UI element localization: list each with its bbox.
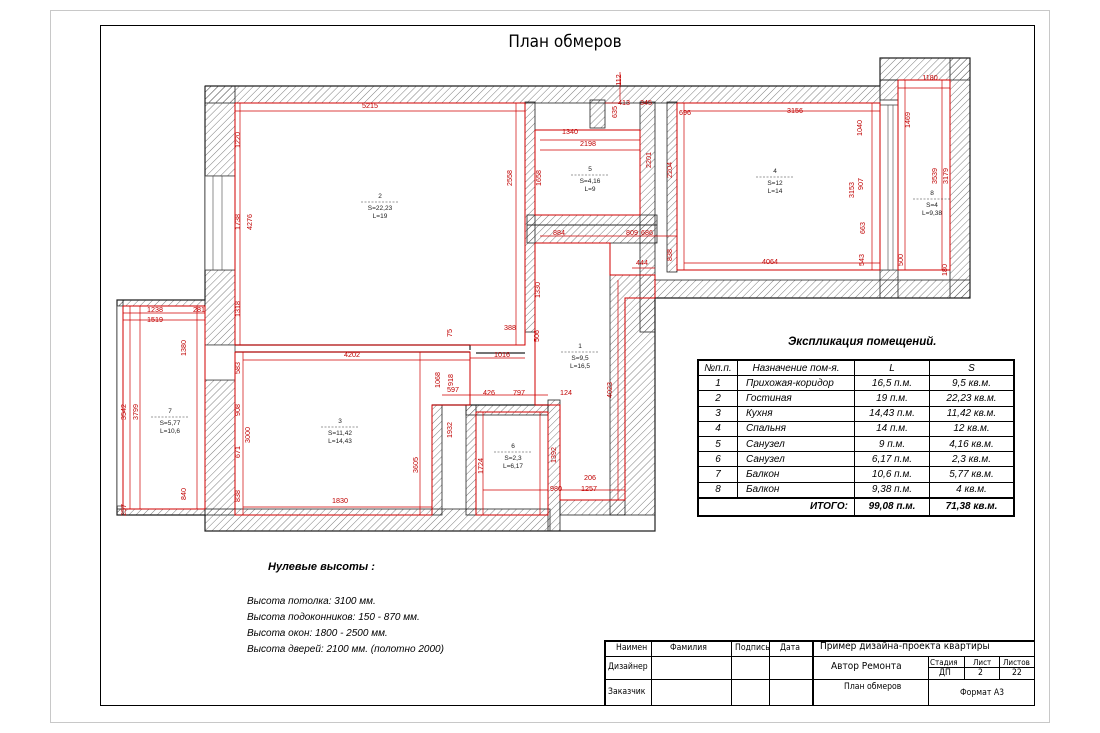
stamp-stage-label: Стадия (930, 658, 958, 667)
dimension-label: 4202 (344, 350, 360, 359)
room-perimeter: L=14,43 (328, 438, 352, 445)
dimension-label: 1392 (549, 447, 558, 463)
dimension-label: 1220 (233, 132, 242, 148)
dimension-label: 918 (446, 374, 455, 386)
dimension-label: 1519 (147, 315, 163, 324)
stamp-author: Автор Ремонта (831, 661, 902, 672)
dimension-label: 413 (618, 98, 630, 107)
row-S: 11,42 кв.м. (930, 406, 1015, 421)
explication-row (698, 421, 1014, 436)
room-perimeter: L=14 (767, 188, 783, 195)
row-name: Санузел (738, 436, 855, 451)
dimension-label: 4023 (605, 382, 614, 398)
room-perimeter: L=6,17 (502, 463, 524, 470)
dimension-label: 2198 (580, 139, 596, 148)
explication-row (698, 482, 1014, 498)
dimension-label: 1658 (534, 170, 543, 186)
dimension-label: 180 (940, 264, 949, 276)
dimension-label: 4276 (245, 214, 254, 230)
room-perimeter: L=9,38 (921, 210, 943, 217)
stamp-stage: ДП (939, 668, 951, 678)
zero-heights-line: Высота дверей: 2100 мм. (полотно 2000) (247, 644, 444, 655)
wall-segment (205, 380, 235, 515)
dimension-label: 3000 (243, 427, 252, 443)
room-perimeter: L=19 (372, 213, 388, 220)
room-area: S=5,77 (159, 420, 181, 427)
stamp-sheets: 22 (1012, 668, 1022, 678)
window-opening (205, 176, 235, 270)
dimension-label: 543 (857, 254, 866, 266)
row-name: Прихожая-коридор (738, 376, 855, 391)
row-num: 3 (698, 406, 738, 421)
wall-segment (205, 86, 235, 176)
dimension-label: 388 (504, 323, 516, 332)
row-num: 7 (698, 467, 738, 482)
row-L: 9,38 п.м. (855, 482, 930, 498)
row-name: Кухня (738, 406, 855, 421)
dimension-label: 597 (447, 385, 459, 394)
row-name: Гостиная (738, 391, 855, 406)
dimension-label: 1040 (855, 120, 864, 136)
stamp-sheets-label: Листов (1003, 658, 1030, 667)
dimension-label: 1469 (903, 112, 912, 128)
room-number: 6 (511, 443, 515, 450)
row-num: 2 (698, 391, 738, 406)
wall-segment (880, 80, 898, 100)
total-L: 99,08 п.м. (855, 498, 930, 516)
stamp-sheet: 2 (978, 668, 983, 678)
stamp-col-sign: Подпись (735, 643, 770, 653)
dimension-label: 1830 (332, 496, 348, 505)
room-area: S=12 (767, 180, 783, 187)
room-number: 7 (168, 408, 172, 415)
drawing-title: План обмеров (508, 32, 622, 52)
row-L: 16,5 п.м. (855, 376, 930, 391)
stamp-format: Формат А3 (960, 688, 1005, 698)
dimension-label: 112 (614, 74, 623, 86)
explication-title: Экспликация помещений. (788, 336, 937, 348)
room-number: 4 (773, 168, 777, 175)
dimension-label: 426 (483, 388, 495, 397)
dimension-label: 1330 (533, 282, 542, 298)
zero-heights-line: Высота потолка: 3100 мм. (247, 596, 376, 607)
dimension-label: 1340 (562, 127, 578, 136)
dimension-label: 444 (636, 258, 648, 267)
dimension-label: 1724 (476, 458, 485, 474)
stamp-row-customer: Заказчик (608, 687, 646, 697)
dimension-label: 3539 (930, 168, 939, 184)
dimension-label: 345 (640, 98, 652, 107)
dimension-label: 884 (553, 228, 565, 237)
row-S: 22,23 кв.м. (930, 391, 1015, 406)
room-area: S=4 (926, 202, 938, 209)
wall-segment (117, 509, 205, 515)
row-S: 2,3 кв.м. (930, 452, 1015, 467)
dimension-label: 1238 (147, 305, 163, 314)
row-name: Балкон (738, 482, 855, 498)
row-S: 12 кв.м. (930, 421, 1015, 436)
room-area: S=4,16 (579, 178, 601, 185)
header-name: Назначение пом-я. (738, 360, 855, 376)
row-num: 1 (698, 376, 738, 391)
row-L: 6,17 п.м. (855, 452, 930, 467)
dimension-label: 2201 (644, 152, 653, 168)
room-area: S=9,5 (571, 355, 589, 362)
room-perimeter: L=10,6 (159, 428, 181, 435)
row-S: 4 кв.м. (930, 482, 1015, 498)
dimension-label: 1068 (433, 372, 442, 388)
dimension-label: 671 (233, 446, 242, 458)
dimension-label: 3799 (131, 404, 140, 420)
zero-heights-line: Высота подоконников: 150 - 870 мм. (247, 612, 420, 623)
wall-segment (548, 400, 560, 531)
dimension-label: 3156 (787, 106, 803, 115)
row-L: 14 п.м. (855, 421, 930, 436)
dimension-label: 635 (610, 106, 619, 118)
dimension-label: 838 (233, 490, 242, 502)
dimension-label: 583 (233, 362, 242, 374)
wall-segment (590, 100, 605, 128)
wall-segment (655, 280, 970, 298)
dimension-label: 3605 (411, 457, 420, 473)
total-S: 71,38 кв.м. (930, 498, 1015, 516)
wall-segment (527, 215, 657, 225)
room-area: S=2,3 (504, 455, 522, 462)
explication-table (697, 359, 1015, 517)
dimension-label: 838 (665, 249, 674, 261)
row-S: 4,16 кв.м. (930, 436, 1015, 451)
wall-segment (610, 275, 655, 515)
wall-segment (950, 58, 970, 298)
dimension-label: 4064 (762, 257, 778, 266)
stamp-col-surname: Фамилия (670, 643, 707, 653)
dimension-label: 696 (679, 108, 691, 117)
row-name: Балкон (738, 467, 855, 482)
wall-segment (205, 270, 235, 345)
zero-heights-title: Нулевые высоты : (268, 561, 375, 573)
room-number: 3 (338, 418, 342, 425)
title-block (604, 640, 1035, 706)
dimension-label: 281 (193, 305, 205, 314)
dimension-label: 3153 (847, 182, 856, 198)
row-L: 9 п.м. (855, 436, 930, 451)
explication-row (698, 406, 1014, 421)
row-S: 9,5 кв.м. (930, 376, 1015, 391)
dimension-label: 1180 (922, 73, 938, 82)
room-perimeter: L=9 (584, 186, 596, 193)
dimension-label: 1380 (179, 340, 188, 356)
dimension-label: 980 (550, 484, 562, 493)
row-num: 5 (698, 436, 738, 451)
explication-row (698, 452, 1014, 467)
room-number: 5 (588, 166, 592, 173)
dimension-label: 506 (532, 330, 541, 342)
wall-segment (880, 270, 898, 298)
room-perimeter: L=16,5 (569, 363, 591, 370)
dimension-label: 686 (641, 228, 653, 237)
stamp-sheet-name: План обмеров (844, 682, 902, 692)
row-num: 6 (698, 452, 738, 467)
wall-segment (466, 405, 548, 415)
dimension-label: 797 (513, 388, 525, 397)
wall-segment (466, 405, 476, 515)
window-opening (880, 105, 898, 270)
wall-segment (432, 405, 442, 515)
dimension-label: 840 (179, 488, 188, 500)
explication-row (698, 391, 1014, 406)
explication-row (698, 436, 1014, 451)
explication-row (698, 376, 1014, 391)
dimension-label: 907 (856, 178, 865, 190)
explication-total-row (698, 498, 1014, 516)
room-number: 2 (378, 193, 382, 200)
dimension-label: 3179 (941, 168, 950, 184)
wall-segment (560, 500, 625, 515)
zero-heights-line: Высота окон: 1800 - 2500 мм. (247, 628, 388, 639)
wall-segment (205, 509, 550, 531)
wall-segment (667, 102, 677, 272)
dimension-label: 663 (858, 222, 867, 234)
dimension-label: 124 (560, 388, 572, 397)
explication-row (698, 467, 1014, 482)
stamp-col-name: Наимен (616, 643, 648, 653)
dimension-label: 206 (584, 473, 596, 482)
dimension-label: 1932 (445, 422, 454, 438)
stamp-row-designer: Дизайнер (608, 662, 648, 672)
dimension-label: 1318 (233, 301, 242, 317)
wall-segment (205, 86, 880, 103)
dimension-label: 3542 (119, 404, 128, 420)
row-name: Спальня (738, 421, 855, 436)
dimension-label: 1016 (494, 350, 510, 359)
dimension-label: 908 (233, 404, 242, 416)
dimension-label: 500 (896, 254, 905, 266)
dimension-label: 809 (626, 228, 638, 237)
dimension-label: 1257 (581, 484, 597, 493)
dimension-label: 2558 (505, 170, 514, 186)
stamp-col-date: Дата (780, 643, 801, 653)
header-num: №п.п. (698, 360, 738, 376)
row-L: 14,43 п.м. (855, 406, 930, 421)
dimension-label: 1738 (233, 214, 242, 230)
stamp-project: Пример дизайна-проекта квартиры (820, 641, 990, 652)
row-L: 19 п.м. (855, 391, 930, 406)
total-label: ИТОГО: (698, 498, 855, 516)
header-S: S (930, 360, 1015, 376)
dimension-label: 75 (445, 329, 454, 337)
dimension-label: 2204 (665, 162, 674, 178)
window-opening (205, 345, 235, 380)
room-area: S=11,42 (328, 430, 352, 437)
row-num: 4 (698, 421, 738, 436)
dimension-label: 5215 (362, 101, 378, 110)
row-num: 8 (698, 482, 738, 498)
row-L: 10,6 п.м. (855, 467, 930, 482)
room-contour (235, 103, 525, 345)
dimension-label: 257 (119, 504, 128, 516)
stamp-sheet-label: Лист (973, 658, 992, 667)
room-area: S=22,23 (367, 205, 393, 212)
row-S: 5,77 кв.м. (930, 467, 1015, 482)
explication-header (698, 360, 1014, 376)
room-number: 1 (578, 343, 582, 350)
header-L: L (855, 360, 930, 376)
row-name: Санузел (738, 452, 855, 467)
room-number: 8 (930, 190, 934, 197)
